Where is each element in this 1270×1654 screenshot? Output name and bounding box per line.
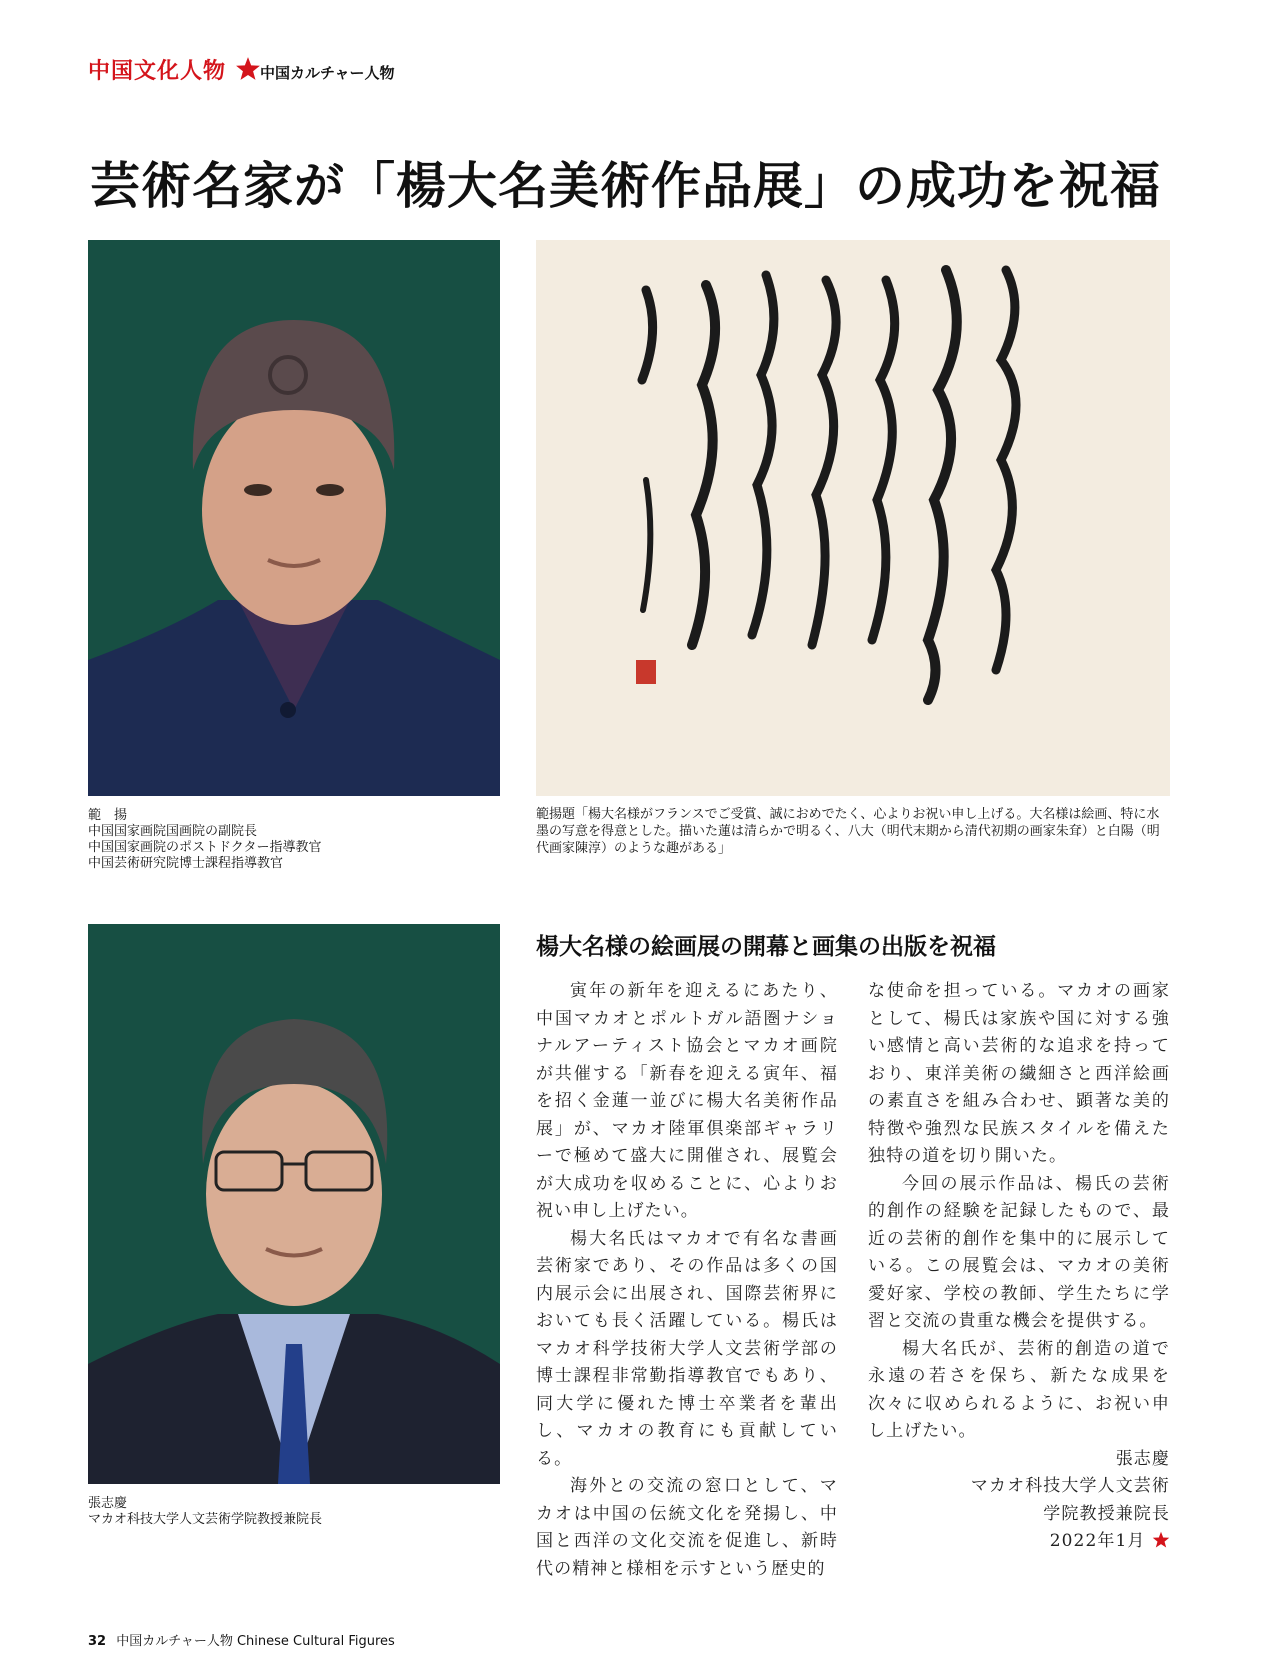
page-title: 芸術名家が「楊大名美術作品展」の成功を祝福: [90, 156, 1161, 215]
article-column-1: [536, 978, 838, 1583]
person1-name: 範 揚: [88, 808, 128, 823]
person1-title: 中国国家画院のポストドクター指導教官: [88, 840, 322, 855]
person1-caption: [88, 808, 508, 872]
header-subtitle: 中国カルチャー人物: [260, 64, 395, 82]
footer-text: 中国カルチャー人物 Chinese Cultural Figures: [116, 1634, 395, 1649]
person1-title: 中国国家画院国画院の副院長: [88, 824, 258, 839]
magazine-brand: [88, 54, 261, 85]
person2-caption: [88, 1496, 508, 1528]
paragraph: 楊大名氏はマカオで有名な書画芸術家であり、その作品は多くの国内展示会に出展され、国際芸術界においても長く活躍している。楊氏はマカオ科学技術大学人文芸術学部の博士課程非常勤指導教官でもあり、同大学に優れた博士卒業者を輩出し、マカオの教育にも貢献している。: [536, 1228, 838, 1469]
calligraphy-caption: 範揚題「楊大名様がフランスでご受賞、誠におめでたく、心よりお祝い申し上げる。大名様は絵画、特に水墨の写意を得意とした。描いた蓮は清らかで明るく、八大（明代末期から清代初期の画家朱耷）と白陽（明代画家陳淳）のような趣がある」: [536, 807, 1160, 856]
paragraph-continued: な使命を担っている。マカオの画家として、楊氏は家族や国に対する強い感情と高い芸術的な追求を持っており、東洋美術の繊細さと西洋絵画の素直さを組み合わせ、顕著な美的特徴や強烈な民族スタイルを備えた独特の道を切り開いた。: [868, 981, 1170, 1166]
signature-name: 張志慶: [1115, 1448, 1170, 1469]
star-icon: [1152, 1531, 1170, 1549]
person2-title: マカオ科技大学人文芸術学院教授兼院長: [88, 1512, 323, 1527]
portrait-fan-yang: [88, 240, 500, 796]
star-icon: [235, 56, 261, 82]
signature-date-line: [868, 1528, 1170, 1556]
signature-affiliation: マカオ科技大学人文芸術: [970, 1476, 1170, 1496]
paragraph: 海外との交流の窓口として、マカオは中国の伝統文化を発揚し、中国と西洋の文化交流を促進し、新時代の精神と様相を示すという歴史的: [536, 1476, 838, 1579]
paragraph: 今回の展示作品は、楊氏の芸術的創作の経験を記録したもので、最近の芸術的創作を集中的に展示している。この展覧会は、マカオの美術愛好家、学校の教師、学生たちに学習と交流の貴重な機会を提供する。: [868, 1173, 1170, 1331]
person1-title: 中国芸術研究院博士課程指導教官: [88, 856, 284, 871]
calligraphy-artwork: [536, 240, 1170, 796]
person2-name: 張志慶: [88, 1496, 128, 1511]
portrait-zhang-zhiqing: [88, 924, 500, 1484]
signature-date: 2022年1月: [1049, 1531, 1146, 1551]
brand-text: 中国文化人物: [88, 58, 227, 84]
paragraph: 寅年の新年を迎えるにあたり、中国マカオとポルトガル語圏ナショナルアーティスト協会とマカオ画院が共催する「新春を迎える寅年、福を招く金蓮一並びに楊大名美術作品展」が、マカオ陸軍倶楽部ギャラリーで極めて盛大に開催され、展覧会が大成功を収めることに、心よりお祝い申し上げたい。: [536, 981, 838, 1221]
paragraph: 楊大名氏が、芸術的創造の道で永遠の若さを保ち、新たな成果を次々に収められるように、お祝い申し上げたい。: [868, 1338, 1170, 1441]
article-heading: 楊大名様の絵画展の開幕と画集の出版を祝福: [536, 934, 996, 960]
page-footer: [88, 1630, 395, 1649]
article-column-2: [868, 978, 1170, 1556]
page-number: 32: [88, 1634, 107, 1649]
signature-affiliation: 学院教授兼院長: [1043, 1503, 1170, 1524]
